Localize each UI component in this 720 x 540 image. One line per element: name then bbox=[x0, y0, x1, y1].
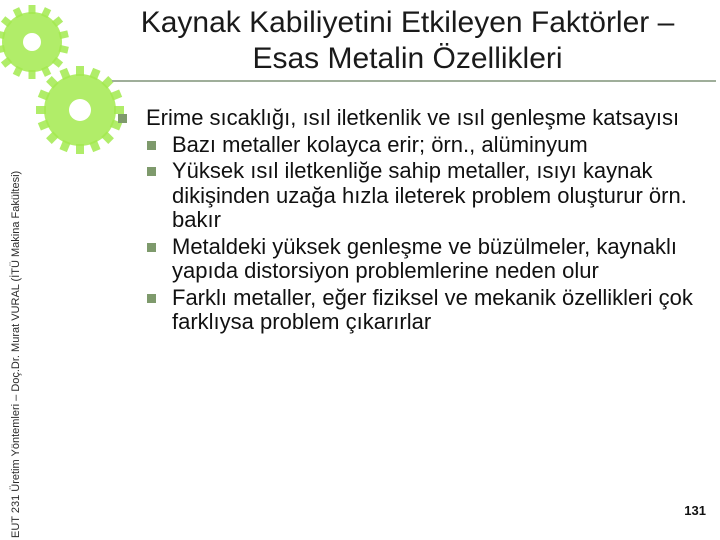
bullet-text: Yüksek ısıl iletkenliğe sahip metaller, ısıyı kaynak dikişinden uzağa hızla ileterek problem oluşturur örn. bakır bbox=[172, 158, 687, 232]
sub-bullet-item bbox=[118, 159, 708, 233]
sub-bullet-item bbox=[118, 235, 708, 284]
title-divider bbox=[112, 80, 716, 82]
slide-title bbox=[95, 5, 720, 77]
sub-bullet-item bbox=[118, 133, 708, 158]
bullet-item bbox=[118, 106, 708, 131]
page-number: 131 bbox=[684, 503, 706, 518]
bullet-text: Bazı metaller kolayca erir; örn., alüminyum bbox=[172, 131, 588, 157]
square-bullet-icon bbox=[147, 141, 156, 150]
slide-title-line-1: Kaynak Kabiliyetini Etkileyen Faktörler – bbox=[140, 6, 675, 39]
square-bullet-icon bbox=[147, 243, 156, 252]
square-bullet-icon bbox=[147, 167, 156, 176]
bullet-text: Farklı metaller, eğer fiziksel ve mekanik özellikleri çok farklıysa problem çıkarırlar bbox=[172, 284, 693, 334]
bullet-text: Erime sıcaklığı, ısıl iletkenlik ve ısıl genleşme katsayısı bbox=[146, 105, 680, 130]
course-footer-text: EUT 231 Üretim Yöntemleri – Doç.Dr. Murat VURAL (İTÜ Makina Fakültesi) bbox=[10, 170, 22, 538]
sub-bullet-item bbox=[118, 286, 708, 335]
slide-body bbox=[118, 106, 708, 335]
bullet-text: Metaldeki yüksek genleşme ve büzülmeler, kaynaklı yapıda distorsiyon problemlerine neden olur bbox=[172, 233, 678, 283]
square-bullet-icon bbox=[118, 114, 127, 123]
square-bullet-icon bbox=[147, 294, 156, 303]
gear-icon bbox=[36, 66, 124, 154]
footer-vertical-text-container bbox=[0, 0, 20, 540]
slide-title-line-2: Esas Metalin Özellikleri bbox=[252, 42, 563, 75]
